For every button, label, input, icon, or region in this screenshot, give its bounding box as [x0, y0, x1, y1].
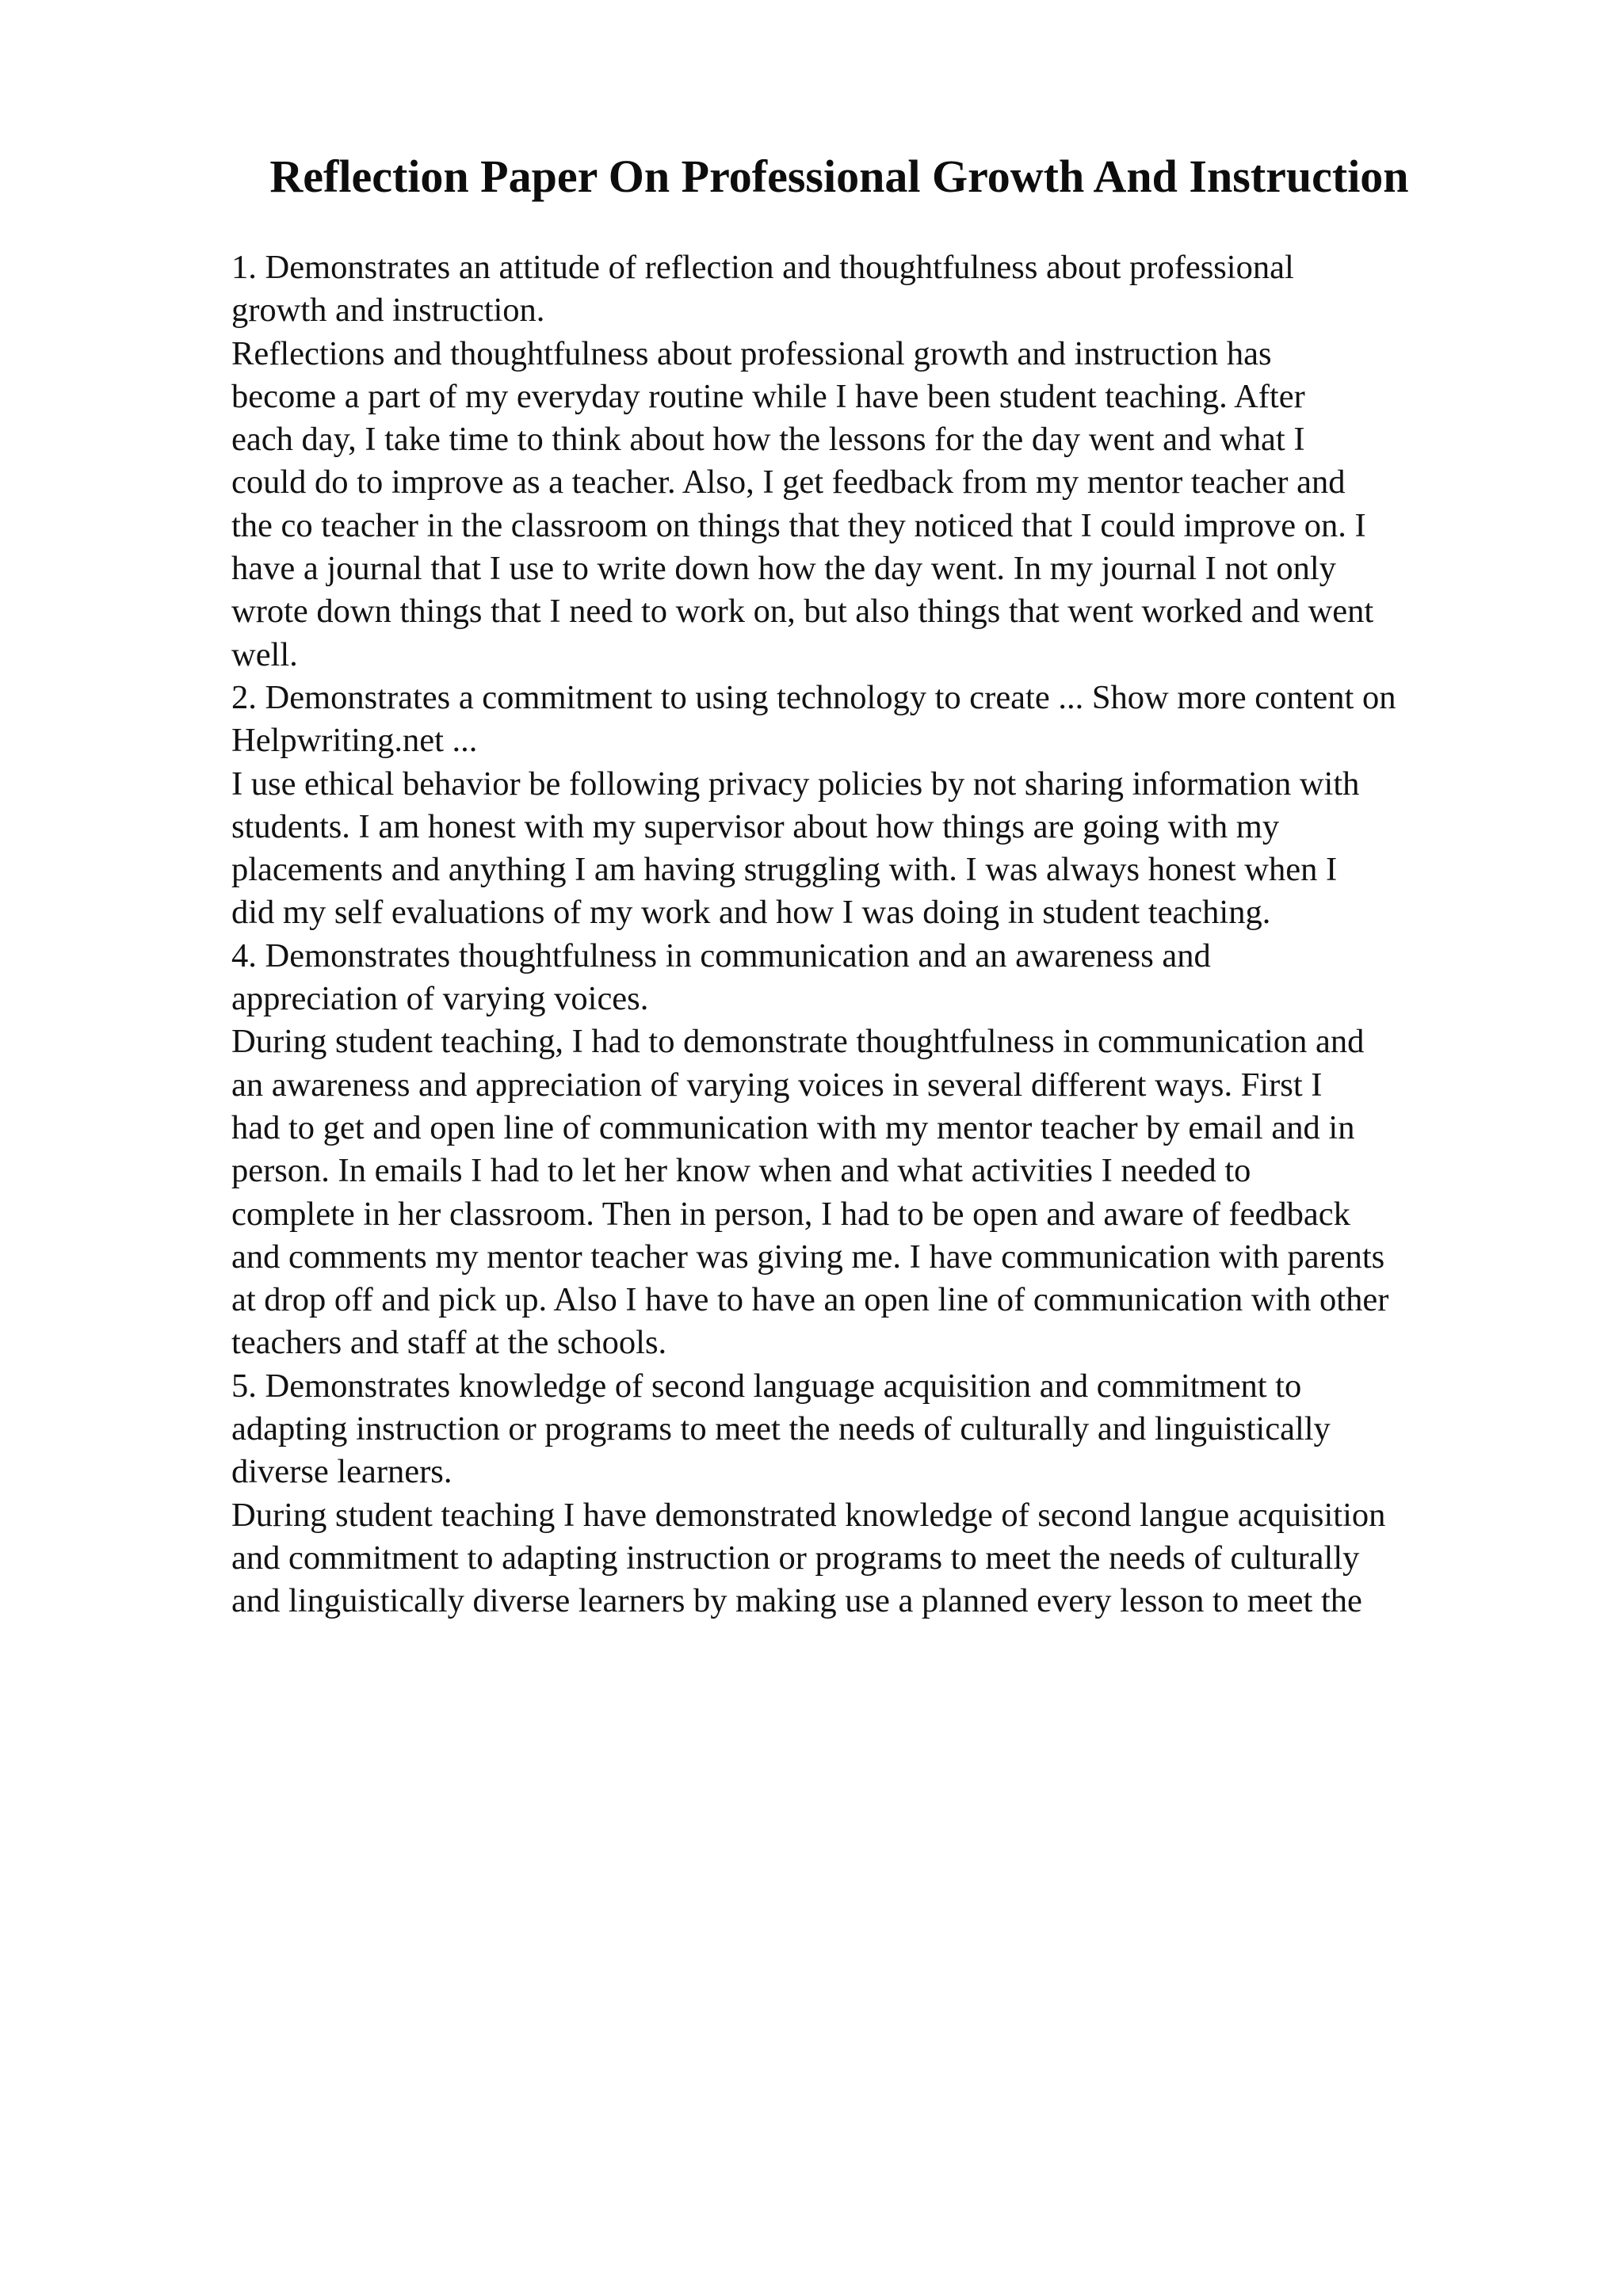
body-line: teachers and staff at the schools. — [231, 1324, 667, 1362]
body-line: had to get and open line of communication with my mentor teacher by email and in — [231, 1108, 1355, 1146]
body-line: placements and anything I am having struggling with. I was always honest when I — [231, 851, 1338, 889]
body-line: at drop off and pick up. Also I have to have an open line of communication with other — [231, 1281, 1389, 1319]
body-line: well. — [231, 635, 298, 673]
body-line: have a journal that I use to write down how the day went. In my journal I not only — [231, 550, 1336, 588]
body-line: I use ethical behavior be following privacy policies by not sharing information with — [231, 765, 1360, 803]
body-line: Reflections and thoughtfulness about professional growth and instruction has — [231, 334, 1272, 372]
body-line: an awareness and appreciation of varying voices in several different ways. First I — [231, 1066, 1323, 1104]
body-line: During student teaching, I had to demonstrate thoughtfulness in communication and — [231, 1023, 1365, 1061]
body-line: Helpwriting.net ... — [231, 722, 478, 760]
body-line: adapting instruction or programs to meet the needs of culturally and linguistically — [231, 1410, 1331, 1448]
body-line: and comments my mentor teacher was giving me. I have communication with parents — [231, 1238, 1385, 1276]
body-line: each day, I take time to think about how the lessons for the day went and what I — [231, 421, 1305, 459]
body-line: and commitment to adapting instruction or programs to meet the needs of culturally — [231, 1539, 1360, 1577]
body-line: 2. Demonstrates a commitment to using technology to create ... Show more content on — [231, 678, 1396, 716]
body-line: During student teaching I have demonstrated knowledge of second langue acquisition — [231, 1496, 1386, 1534]
page-title: Reflection Paper On Professional Growth And Instruction — [269, 151, 1409, 202]
body-line: wrote down things that I need to work on, but also things that went worked and went — [231, 593, 1374, 631]
body-line: the co teacher in the classroom on things that they noticed that I could improve on. I — [231, 506, 1366, 544]
body-line: 5. Demonstrates knowledge of second language acquisition and commitment to — [231, 1367, 1302, 1405]
body-line: 1. Demonstrates an attitude of reflection and thoughtfulness about professional — [231, 249, 1294, 286]
body-line: and linguistically diverse learners by making use a planned every lesson to meet the — [231, 1582, 1362, 1620]
body-line: person. In emails I had to let her know when and what activities I needed to — [231, 1152, 1251, 1190]
document-body — [231, 246, 1515, 1623]
body-line: students. I am honest with my supervisor about how things are going with my — [231, 807, 1280, 845]
body-line: 4. Demonstrates thoughtfulness in communication and an awareness and — [231, 936, 1211, 974]
body-line: complete in her classroom. Then in person, I had to be open and aware of feedback — [231, 1195, 1350, 1233]
body-line: appreciation of varying voices. — [231, 980, 649, 1018]
body-line: become a part of my everyday routine while I have been student teaching. After — [231, 377, 1305, 415]
body-line: growth and instruction. — [231, 292, 545, 330]
body-line: diverse learners. — [231, 1453, 453, 1491]
body-line: could do to improve as a teacher. Also, I get feedback from my mentor teacher and — [231, 463, 1346, 502]
body-line: did my self evaluations of my work and how I was doing in student teaching. — [231, 894, 1271, 932]
